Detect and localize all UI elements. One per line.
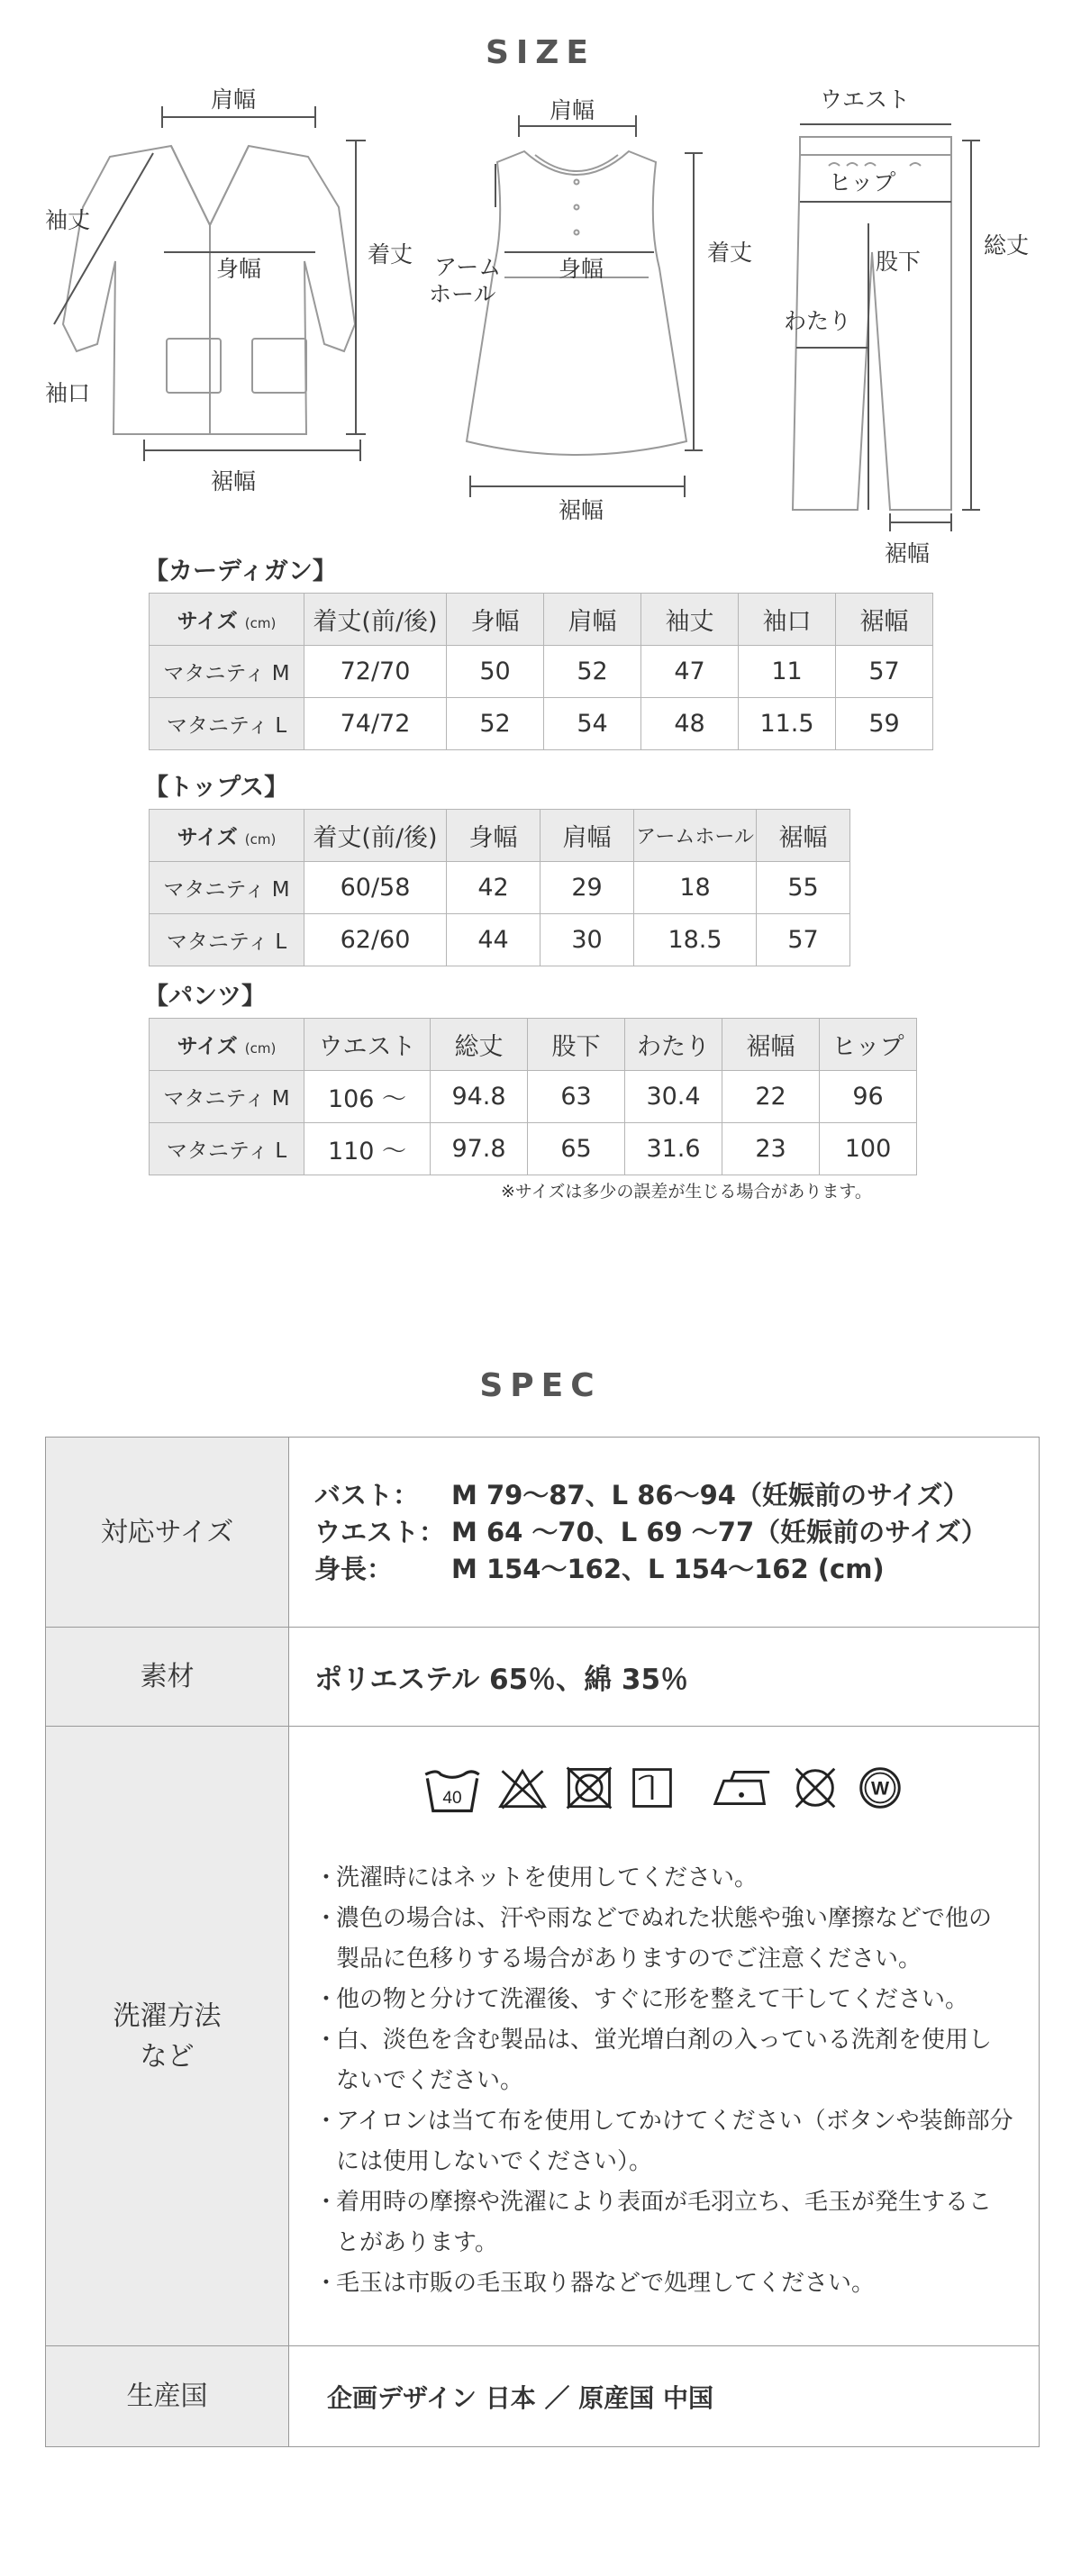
spec-label: 洗濯方法 など	[46, 1727, 289, 2345]
table-cell: 31.6	[625, 1123, 722, 1175]
table-cell: 57	[757, 914, 850, 966]
table-cell: 48	[641, 698, 739, 750]
column-header: 着丈(前/後)	[304, 594, 447, 646]
iron-low-icon	[710, 1761, 777, 1815]
corner-cell: サイズ (cm)	[150, 1019, 304, 1071]
row-label: マタニティ L	[150, 1123, 304, 1175]
table-cell: 62/60	[304, 914, 447, 966]
pants-hip-label: ヒップ	[829, 169, 896, 195]
spec-value	[289, 1727, 1039, 2345]
washing-notes	[314, 1858, 1013, 2345]
list-item: ・ 洗濯時にはネットを使用してください。	[314, 1858, 1013, 1899]
table-cell: 65	[528, 1123, 625, 1175]
spec-row-washing	[46, 1726, 1039, 2345]
table-row	[150, 914, 850, 966]
tops-length-label: 着丈	[707, 240, 753, 266]
table-cell: 22	[722, 1071, 820, 1123]
list-item: ・ 着用時の摩擦や洗濯により表面が毛羽立ち、毛玉が発生することがあります。	[314, 2182, 1013, 2263]
pants-hem-label: 裾幅	[885, 540, 931, 567]
table-cell: 52	[544, 646, 641, 698]
origin-value: 企画デザイン 日本 ／ 原産国 中国	[327, 2382, 714, 2413]
column-header: 肩幅	[540, 810, 634, 862]
table-header-row	[150, 594, 933, 646]
cardigan-hem-label: 裾幅	[211, 468, 257, 494]
spec-table	[45, 1437, 1040, 2447]
row-label: マタニティ L	[150, 698, 304, 750]
column-header: 裾幅	[722, 1019, 820, 1071]
table-cell: 11.5	[739, 698, 836, 750]
pants-diagram	[775, 81, 1063, 567]
pants-total-length-label: 総丈	[984, 232, 1030, 259]
tops-diagram	[423, 81, 766, 567]
cardigan-sleeve-label: 袖丈	[45, 207, 91, 233]
row-label: マタニティ M	[150, 862, 304, 914]
table-cell: 30	[540, 914, 634, 966]
table-cell: 60/58	[304, 862, 447, 914]
no-dry-clean-icon	[789, 1761, 841, 1815]
cardigan-shoulder-label: 肩幅	[211, 86, 257, 113]
column-header: 裾幅	[757, 810, 850, 862]
sizes-line: 身長： M 154〜162、L 154〜162 (cm)	[314, 1553, 885, 1584]
tops-outline	[423, 81, 766, 567]
table-cell: 54	[544, 698, 641, 750]
table-cell: 100	[820, 1123, 917, 1175]
care-symbols	[314, 1761, 1013, 1815]
column-header: 袖丈	[641, 594, 739, 646]
list-item: ・ アイロンは当て布を使用してかけてください（ボタンや装飾部分には使用しないでください）。	[314, 2101, 1013, 2182]
no-tumble-dry-icon	[562, 1761, 616, 1815]
table-cell: 18.5	[634, 914, 757, 966]
table-cell: 96	[820, 1071, 917, 1123]
table-row	[150, 698, 933, 750]
table-cell: 44	[447, 914, 540, 966]
spec-value	[289, 1628, 1039, 1726]
column-header: 袖口	[739, 594, 836, 646]
column-header: わたり	[625, 1019, 722, 1071]
spec-row-sizes	[46, 1438, 1039, 1627]
tops-hem-label: 裾幅	[559, 497, 604, 523]
no-bleach-icon	[495, 1761, 550, 1815]
tops-armhole-label-1: アーム	[434, 254, 502, 280]
table-cell: 23	[722, 1123, 820, 1175]
tops-shoulder-label: 肩幅	[550, 97, 595, 123]
pants-table-heading: 【パンツ】	[144, 983, 266, 1011]
table-row	[150, 646, 933, 698]
svg-text:40: 40	[442, 1789, 462, 1808]
list-item: ・ 濃色の場合は、汗や雨などでぬれた状態や強い摩擦などで他の製品に色移りする場合がありますのでご注意ください。	[314, 1899, 1013, 1980]
spec-row-origin	[46, 2345, 1039, 2446]
tops-table-heading: 【トップス】	[144, 774, 289, 802]
table-cell: 110 〜	[304, 1123, 431, 1175]
row-label: マタニティ M	[150, 646, 304, 698]
column-header: 総丈	[431, 1019, 528, 1071]
material-value: ポリエステル 65％、綿 35％	[314, 1664, 689, 1696]
column-header: 身幅	[447, 810, 540, 862]
table-cell: 30.4	[625, 1071, 722, 1123]
size-title: SIZE	[485, 34, 596, 71]
table-cell: 18	[634, 862, 757, 914]
column-header: 裾幅	[836, 594, 933, 646]
cardigan-cuff-label: 袖口	[45, 380, 91, 406]
corner-cell: サイズ (cm)	[150, 594, 304, 646]
line-dry-icon	[629, 1761, 676, 1815]
corner-cell: サイズ (cm)	[150, 810, 304, 862]
table-cell: 106 〜	[304, 1071, 431, 1123]
table-row	[150, 862, 850, 914]
sizes-line: バスト： M 79〜87、L 86〜94（妊娠前のサイズ）	[314, 1479, 969, 1510]
row-label: マタニティ M	[150, 1071, 304, 1123]
table-cell: 72/70	[304, 646, 447, 698]
spec-label: 生産国	[46, 2346, 289, 2446]
svg-text:W: W	[870, 1777, 890, 1800]
table-cell: 57	[836, 646, 933, 698]
table-header-row	[150, 810, 850, 862]
pants-inseam-label: 股下	[876, 249, 922, 275]
table-cell: 47	[641, 646, 739, 698]
wash-40-icon	[422, 1761, 483, 1815]
pants-size-table	[149, 1018, 917, 1175]
pants-thigh-label: わたり	[784, 308, 852, 334]
pants-waist-label: ウエスト	[820, 86, 911, 113]
column-header: 股下	[528, 1019, 625, 1071]
table-cell: 97.8	[431, 1123, 528, 1175]
table-cell: 52	[447, 698, 544, 750]
spec-label: 素材	[46, 1628, 289, 1726]
list-item: ・ 毛玉は市販の毛玉取り器などで処理してください。	[314, 2263, 1013, 2304]
spec-row-material	[46, 1627, 1039, 1726]
table-cell: 63	[528, 1071, 625, 1123]
table-cell: 59	[836, 698, 933, 750]
table-cell: 50	[447, 646, 544, 698]
cardigan-body-width-label: 身幅	[216, 256, 262, 282]
spec-label: 対応サイズ	[46, 1438, 289, 1627]
spec-value	[289, 1438, 1039, 1627]
column-header: ヒップ	[820, 1019, 917, 1071]
table-cell: 29	[540, 862, 634, 914]
column-header: 着丈(前/後)	[304, 810, 447, 862]
size-note: ※サイズは多少の誤差が生じる場合があります。	[501, 1182, 872, 1202]
cardigan-size-table	[149, 593, 933, 750]
column-header: アームホール	[634, 810, 757, 862]
sizes-line: ウエスト： M 64 〜70、L 69 〜77（妊娠前のサイズ）	[314, 1516, 987, 1547]
spec-title: SPEC	[479, 1367, 602, 1404]
tops-armhole-label-2: ホール	[429, 281, 496, 307]
tops-size-table	[149, 809, 850, 966]
table-row	[150, 1123, 917, 1175]
list-item: ・ 他の物と分けて洗濯後、すぐに形を整えて干してください。	[314, 1980, 1013, 2020]
table-row	[150, 1071, 917, 1123]
cardigan-diagram	[27, 81, 413, 567]
table-header-row	[150, 1019, 917, 1071]
cardigan-table-heading: 【カーディガン】	[144, 558, 337, 585]
table-cell: 74/72	[304, 698, 447, 750]
table-cell: 42	[447, 862, 540, 914]
row-label: マタニティ L	[150, 914, 304, 966]
list-item: ・ 白、淡色を含む製品は、蛍光増白剤の入っている洗剤を使用しないでください。	[314, 2020, 1013, 2101]
tops-body-width-label: 身幅	[559, 256, 604, 282]
spec-value	[289, 2346, 1039, 2446]
column-header: ウエスト	[304, 1019, 431, 1071]
table-cell: 94.8	[431, 1071, 528, 1123]
column-header: 身幅	[447, 594, 544, 646]
table-cell: 11	[739, 646, 836, 698]
wet-clean-icon	[854, 1761, 906, 1815]
cardigan-length-label: 着丈	[368, 241, 413, 268]
column-header: 肩幅	[544, 594, 641, 646]
table-cell: 55	[757, 862, 850, 914]
